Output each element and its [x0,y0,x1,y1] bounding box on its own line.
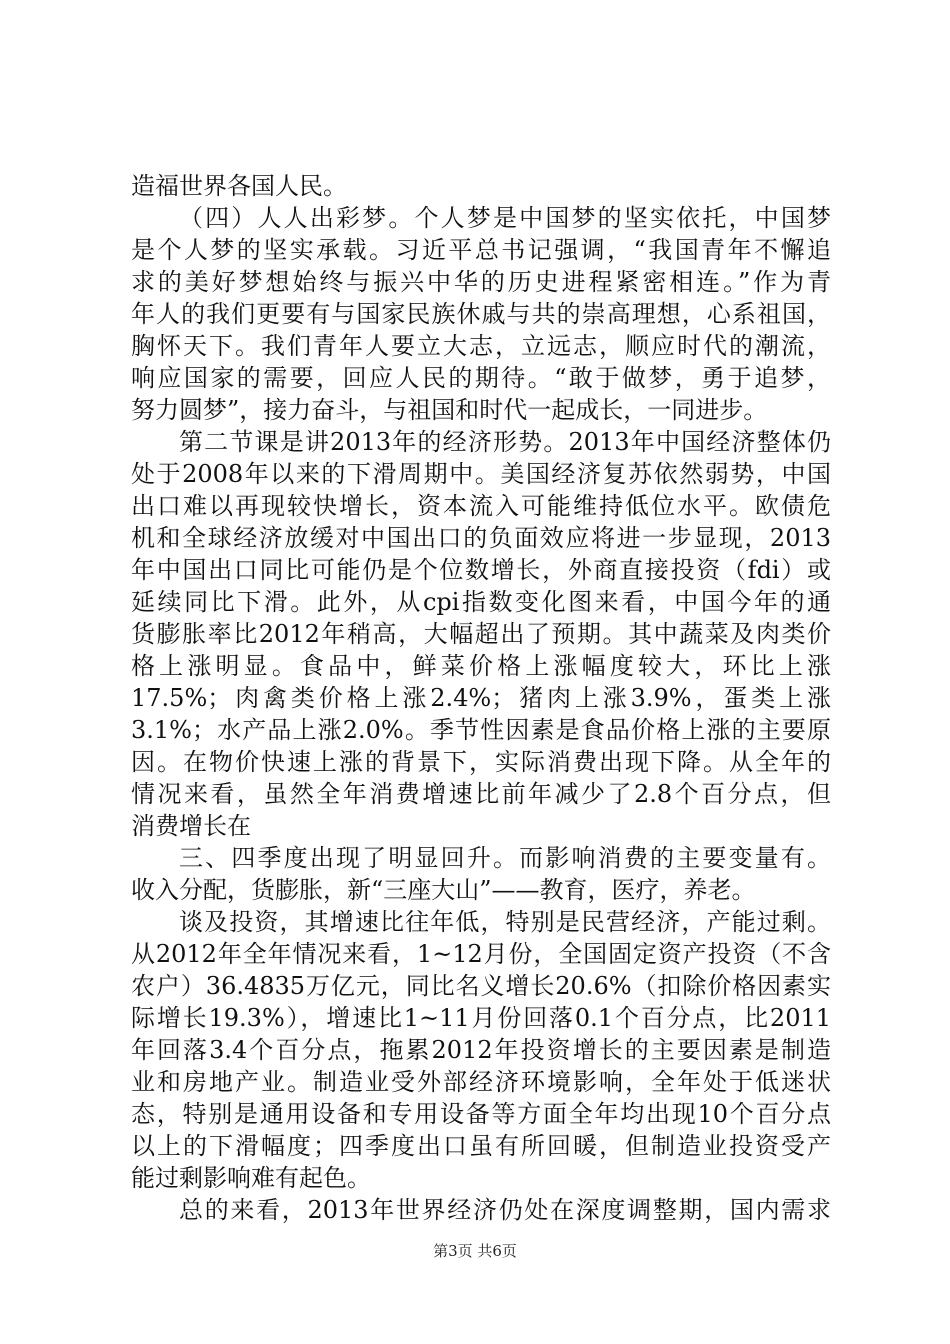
text-line: 求的美好梦想始终与振兴中华的历史进程紧密相连。”作为青 [131,268,831,296]
text-line: 年中国出口同比可能仍是个位数增长，外商直接投资（fdi）或 [131,556,831,584]
text-line: 努力圆梦”，接力奋斗，与祖国和时代一起成长，一同进步。 [131,396,768,424]
text-line: 消费增长在 [131,812,251,840]
text-line: 延续同比下滑。此外，从cpi指数变化图来看，中国今年的通 [131,588,831,616]
text-line: 以上的下滑幅度；四季度出口虽有所回暖，但制造业投资受产 [131,1132,831,1160]
text-line: （四）人人出彩梦。个人梦是中国梦的坚实依托，中国梦 [179,204,831,232]
text-line: 处于2008年以来的下滑周期中。美国经济复苏依然弱势，中国 [131,460,831,488]
text-line: 情况来看，虽然全年消费增速比前年减少了2.8个百分点，但 [131,780,831,808]
body-text [131,170,831,1226]
text-line: 从2012年全年情况来看，1~12月份，全国固定资产投资（不含 [131,940,831,968]
text-line: 能过剩影响难有起色。 [131,1164,371,1192]
text-line: 出口难以再现较快增长，资本流入可能维持低位水平。欧债危 [131,492,831,520]
text-line: 因。在物价快速上涨的背景下，实际消费出现下降。从全年的 [131,748,831,776]
text-line: 农户）36.4835万亿元，同比名义增长20.6%（扣除价格因素实 [131,972,831,1000]
page-footer: 第3页 共6页 [433,1242,517,1260]
text-line: 响应国家的需要，回应人民的期待。“敢于做梦，勇于追梦， [131,364,831,392]
text-line: 总的来看，2013年世界经济仍处在深度调整期，国内需求 [179,1196,831,1224]
text-line: 年人的我们更要有与国家民族休戚与共的崇高理想，心系祖国， [131,300,831,328]
text-line: 态，特别是通用设备和专用设备等方面全年均出现10个百分点 [131,1100,831,1128]
text-line: 17.5%；肉禽类价格上涨2.4%；猪肉上涨3.9%，蛋类上涨 [131,684,831,712]
text-line: 机和全球经济放缓对中国出口的负面效应将进一步显现，2013 [131,524,831,552]
text-line: 货膨胀率比2012年稍高，大幅超出了预期。其中蔬菜及肉类价 [131,620,831,648]
text-line: 三、四季度出现了明显回升。而影响消费的主要变量有。 [179,844,831,872]
text-line: 年回落3.4个百分点，拖累2012年投资增长的主要因素是制造 [131,1036,831,1064]
text-line: 3.1%；水产品上涨2.0%。季节性因素是食品价格上涨的主要原 [131,716,831,744]
text-line: 收入分配，货膨胀，新“三座大山”——教育，医疗，养老。 [131,876,756,904]
text-line: 胸怀天下。我们青年人要立大志，立远志，顺应时代的潮流， [131,332,831,360]
text-line: 是个人梦的坚实承载。习近平总书记强调，“我国青年不懈追 [131,236,831,264]
text-line: 业和房地产业。制造业受外部经济环境影响，全年处于低迷状 [131,1068,831,1096]
text-line: 格上涨明显。食品中，鲜菜价格上涨幅度较大，环比上涨 [131,652,831,680]
text-line: 谈及投资，其增速比往年低，特别是民营经济，产能过剩。 [179,908,831,936]
text-line: 际增长19.3%），增速比1~11月份回落0.1个百分点，比2011 [131,1004,831,1032]
text-line: 第二节课是讲2013年的经济形势。2013年中国经济整体仍 [179,428,831,456]
text-line: 造福世界各国人民。 [131,172,347,200]
